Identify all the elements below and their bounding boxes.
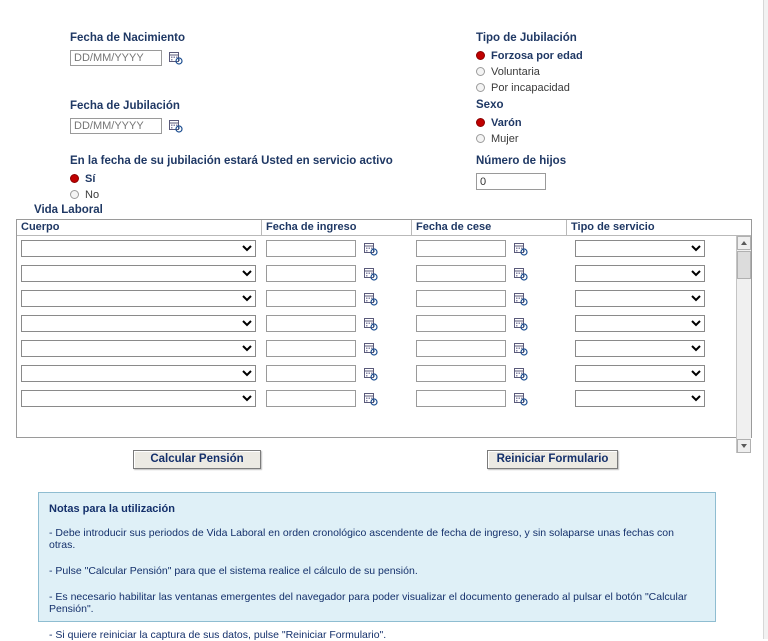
fecha-ingreso-input[interactable] — [266, 340, 356, 357]
calendar-icon[interactable] — [364, 242, 378, 256]
calendar-icon[interactable] — [364, 342, 378, 356]
tipo-servicio-select[interactable] — [575, 315, 705, 332]
calendar-icon[interactable] — [364, 367, 378, 381]
retirement-type-option-voluntaria-label: Voluntaria — [491, 65, 540, 78]
active-service-option-no[interactable] — [70, 187, 393, 202]
retirement-type-option-forzosa-label: Forzosa por edad — [491, 49, 583, 62]
work-history-label: Vida Laboral — [34, 204, 103, 216]
fecha-cese-input[interactable] — [416, 365, 506, 382]
cell-fecha-ingreso — [266, 265, 416, 282]
sex-option-varon[interactable] — [476, 115, 522, 130]
tipo-servicio-select[interactable] — [575, 265, 705, 282]
active-service-option-yes[interactable] — [70, 171, 393, 186]
fecha-ingreso-input[interactable] — [266, 290, 356, 307]
sex-option-varon-label: Varón — [491, 116, 522, 129]
cuerpo-select[interactable] — [21, 240, 256, 257]
retirement-date-field-wrap — [70, 120, 183, 132]
tipo-servicio-select[interactable] — [575, 290, 705, 307]
cuerpo-select[interactable] — [21, 340, 256, 357]
cell-cuerpo — [21, 340, 266, 357]
retirement-date-label: Fecha de Jubilación — [70, 100, 180, 112]
radio-icon[interactable] — [70, 174, 79, 183]
cell-fecha-ingreso — [266, 315, 416, 332]
cell-cuerpo — [21, 240, 266, 257]
fecha-ingreso-input[interactable] — [266, 265, 356, 282]
scroll-down-icon[interactable] — [737, 439, 751, 453]
retirement-date-group — [70, 100, 183, 134]
usage-notes-panel — [38, 492, 716, 641]
calendar-icon[interactable] — [514, 267, 528, 281]
reiniciar-formulario-button[interactable]: Reiniciar Formulario — [487, 450, 618, 469]
column-header-fecha-ingreso: Fecha de ingreso — [262, 220, 412, 235]
cell-cuerpo — [21, 290, 266, 307]
radio-icon[interactable] — [476, 118, 485, 127]
cell-tipo-servicio — [571, 265, 743, 282]
retirement-type-option-incapacidad-label: Por incapacidad — [491, 81, 570, 94]
cell-cuerpo — [21, 365, 266, 382]
fecha-ingreso-input[interactable] — [266, 365, 356, 382]
fecha-ingreso-input[interactable] — [266, 390, 356, 407]
retirement-type-option-forzosa[interactable] — [476, 48, 583, 63]
cell-tipo-servicio — [571, 290, 743, 307]
cuerpo-select[interactable] — [21, 265, 256, 282]
sex-group — [476, 99, 522, 147]
table-row — [17, 386, 751, 411]
usage-note-item: - Es necesario habilitar las ventanas emergentes del navegador para poder visualizar el documento generado al pulsar el botón "Calcular Pensión". — [49, 591, 688, 615]
calendar-icon[interactable] — [514, 392, 528, 406]
usage-note-item: - Si quiere reiniciar la captura de sus datos, pulse "Reiniciar Formulario". — [49, 629, 387, 641]
radio-icon[interactable] — [476, 67, 485, 76]
calendar-icon[interactable] — [514, 242, 528, 256]
usage-note-item: - Pulse "Calcular Pensión" para que el sistema realice el cálculo de su pensión. — [49, 565, 418, 577]
table-row — [17, 236, 751, 261]
active-service-option-yes-label: Sí — [85, 172, 96, 185]
cell-tipo-servicio — [571, 340, 743, 357]
calcular-pension-button[interactable]: Calcular Pensión — [133, 450, 261, 469]
calendar-icon[interactable] — [514, 292, 528, 306]
fecha-cese-input[interactable] — [416, 240, 506, 257]
scrollbar-thumb[interactable] — [737, 251, 751, 279]
sex-option-mujer-label: Mujer — [491, 132, 519, 145]
birth-date-label: Fecha de Nacimiento — [70, 32, 186, 44]
radio-icon[interactable] — [70, 190, 79, 199]
cell-fecha-ingreso — [266, 340, 416, 357]
calendar-icon[interactable] — [169, 119, 183, 133]
page-right-edge — [763, 0, 768, 639]
birth-date-group — [70, 32, 185, 66]
children-count-input[interactable] — [476, 173, 546, 190]
usage-notes-title: Notas para la utilización — [49, 503, 175, 515]
cell-fecha-ingreso — [266, 365, 416, 382]
retirement-type-group — [476, 32, 583, 96]
active-service-label: En la fecha de su jubilación estará Usted en servicio activo — [70, 155, 393, 167]
tipo-servicio-select[interactable] — [575, 390, 705, 407]
column-header-cuerpo: Cuerpo — [17, 220, 262, 235]
fecha-cese-input[interactable] — [416, 390, 506, 407]
retirement-type-option-incapacidad[interactable] — [476, 80, 583, 95]
usage-note-item: - Debe introducir sus periodos de Vida Laboral en orden cronológico ascendente de fecha de ingreso, y sin solaparse unas fechas con otras. — [49, 527, 674, 551]
calendar-icon[interactable] — [169, 51, 183, 65]
active-service-group — [70, 155, 393, 203]
cuerpo-select[interactable] — [21, 390, 256, 407]
active-service-option-no-label: No — [85, 188, 100, 201]
sex-option-mujer[interactable] — [476, 131, 522, 146]
fecha-cese-input[interactable] — [416, 265, 506, 282]
column-header-tipo-servicio: Tipo de servicio — [571, 221, 655, 233]
work-history-table — [16, 219, 752, 438]
retirement-type-label: Tipo de Jubilación — [476, 32, 577, 44]
table-row — [17, 311, 751, 336]
radio-icon[interactable] — [476, 51, 485, 60]
cell-fecha-cese — [416, 240, 571, 257]
calendar-icon[interactable] — [364, 292, 378, 306]
table-row — [17, 361, 751, 386]
cell-fecha-ingreso — [266, 290, 416, 307]
tipo-servicio-select[interactable] — [575, 240, 705, 257]
cell-tipo-servicio — [571, 390, 743, 407]
fecha-cese-input[interactable] — [416, 290, 506, 307]
cell-tipo-servicio — [571, 315, 743, 332]
cell-cuerpo — [21, 265, 266, 282]
cell-cuerpo — [21, 390, 266, 407]
scroll-up-icon[interactable] — [737, 236, 751, 250]
retirement-date-input[interactable] — [70, 118, 162, 134]
cell-tipo-servicio — [571, 365, 743, 382]
calendar-icon[interactable] — [364, 317, 378, 331]
tipo-servicio-select[interactable] — [575, 365, 705, 382]
tipo-servicio-select[interactable] — [575, 340, 705, 357]
fecha-ingreso-input[interactable] — [266, 315, 356, 332]
birth-date-field-wrap — [70, 52, 183, 64]
radio-icon[interactable] — [476, 134, 485, 143]
children-count-group — [476, 155, 566, 190]
fecha-cese-input[interactable] — [416, 315, 506, 332]
column-header-fecha-cese: Fecha de cese — [412, 220, 567, 235]
calendar-icon[interactable] — [514, 317, 528, 331]
fecha-cese-input[interactable] — [416, 340, 506, 357]
table-row — [17, 261, 751, 286]
cell-fecha-cese — [416, 290, 571, 307]
cell-fecha-cese — [416, 365, 571, 382]
retirement-type-option-voluntaria[interactable] — [476, 64, 583, 79]
cell-fecha-cese — [416, 315, 571, 332]
cell-fecha-cese — [416, 390, 571, 407]
work-history-scrollbar[interactable] — [736, 236, 751, 453]
cell-fecha-cese — [416, 340, 571, 357]
birth-date-input[interactable] — [70, 50, 162, 66]
children-count-label: Número de hijos — [476, 155, 567, 167]
work-history-header-row — [17, 220, 751, 236]
cell-fecha-cese — [416, 265, 571, 282]
cell-fecha-ingreso — [266, 240, 416, 257]
radio-icon[interactable] — [476, 83, 485, 92]
cuerpo-select[interactable] — [21, 365, 256, 382]
table-row — [17, 336, 751, 361]
fecha-ingreso-input[interactable] — [266, 240, 356, 257]
calendar-icon[interactable] — [514, 367, 528, 381]
calendar-icon[interactable] — [364, 392, 378, 406]
work-history-body — [17, 236, 751, 438]
table-row — [17, 286, 751, 311]
cuerpo-select[interactable] — [21, 290, 256, 307]
cell-fecha-ingreso — [266, 390, 416, 407]
calendar-icon[interactable] — [514, 342, 528, 356]
cuerpo-select[interactable] — [21, 315, 256, 332]
cell-tipo-servicio — [571, 240, 743, 257]
sex-label: Sexo — [476, 99, 504, 111]
calendar-icon[interactable] — [364, 267, 378, 281]
cell-cuerpo — [21, 315, 266, 332]
